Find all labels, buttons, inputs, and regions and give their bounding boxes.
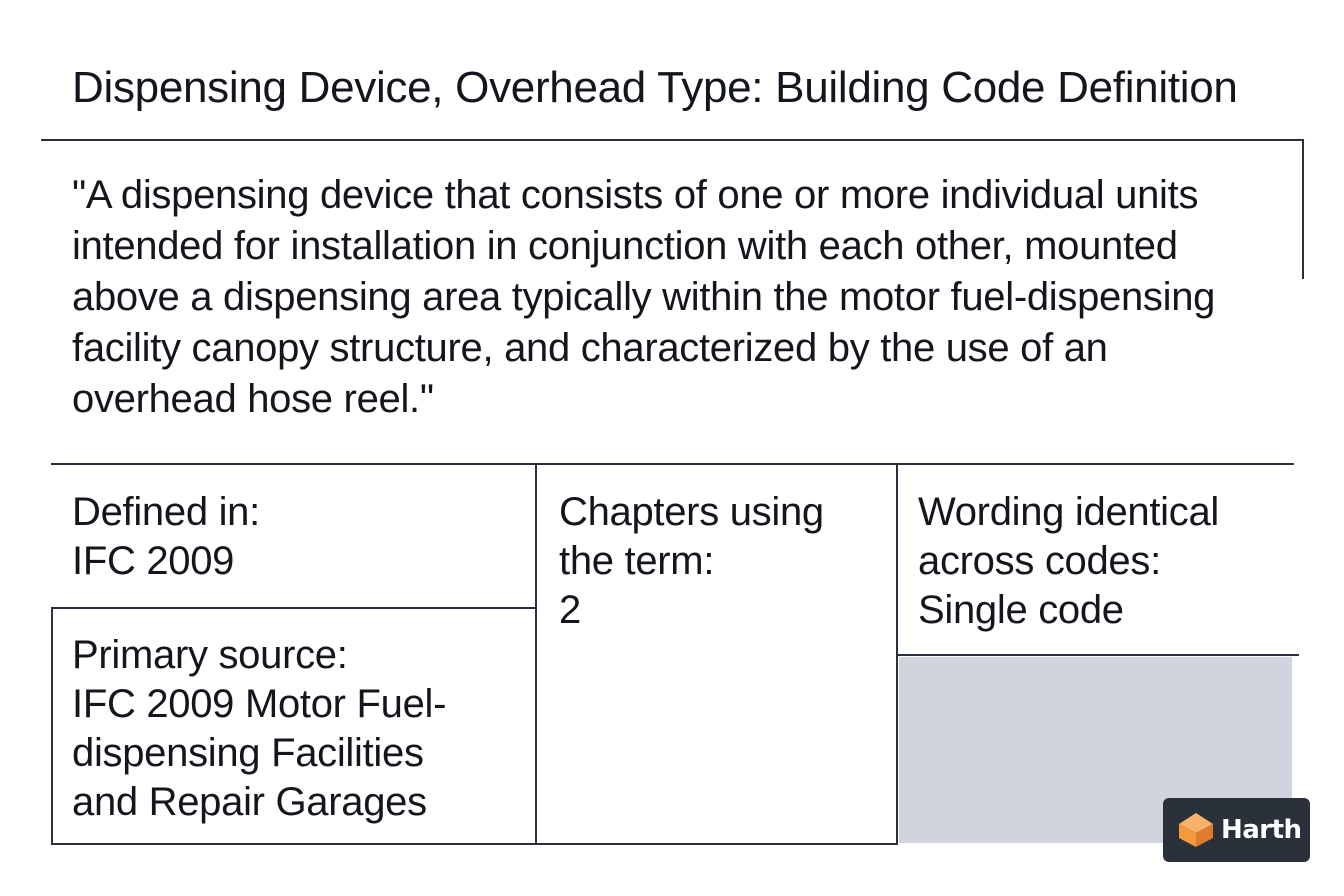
wording-label-line: across codes: <box>918 539 1161 583</box>
definition-line: "A dispensing device that consists of one or more individual units <box>72 173 1199 217</box>
definition-right-border <box>1302 139 1304 279</box>
wording-cell <box>918 488 1219 635</box>
harth-logo <box>1163 798 1310 862</box>
primary-source-value-line: dispensing Facilities <box>72 731 424 775</box>
chapters-value: 2 <box>559 588 581 632</box>
definition-line: above a dispensing area typically within the motor fuel-dispensing <box>72 275 1216 319</box>
chapters-cell <box>559 488 824 635</box>
defined-in-value: IFC 2009 <box>72 539 235 583</box>
primary-source-value-line: and Repair Garages <box>72 780 427 824</box>
left-column-divider <box>51 607 537 609</box>
left-column-border <box>51 607 53 845</box>
definition-line: intended for installation in conjunction with each other, mounted <box>72 224 1178 268</box>
page-title: Dispensing Device, Overhead Type: Building Code Definition <box>72 63 1238 112</box>
defined-in-cell <box>72 488 260 586</box>
title-divider <box>41 139 1304 141</box>
primary-source-cell <box>72 631 446 827</box>
cell-divider-1 <box>535 464 537 845</box>
definition-bottom-border <box>51 463 1294 465</box>
definition-line: facility canopy structure, and characterized by the use of an <box>72 326 1108 370</box>
wording-value: Single code <box>918 588 1124 632</box>
right-column-divider <box>896 654 1299 656</box>
logo-text: Harth <box>1221 815 1302 845</box>
primary-source-label: Primary source: <box>72 633 348 677</box>
harth-house-icon <box>1175 809 1217 851</box>
table-bottom-border <box>51 843 898 845</box>
chapters-label-line: the term: <box>559 539 715 583</box>
primary-source-value-line: IFC 2009 Motor Fuel- <box>72 682 447 726</box>
chapters-label-line: Chapters using <box>559 490 824 534</box>
defined-in-label: Defined in: <box>72 490 260 534</box>
definition-line: overhead hose reel." <box>72 377 434 421</box>
definition-text <box>72 170 1302 425</box>
wording-label-line: Wording identical <box>918 490 1219 534</box>
